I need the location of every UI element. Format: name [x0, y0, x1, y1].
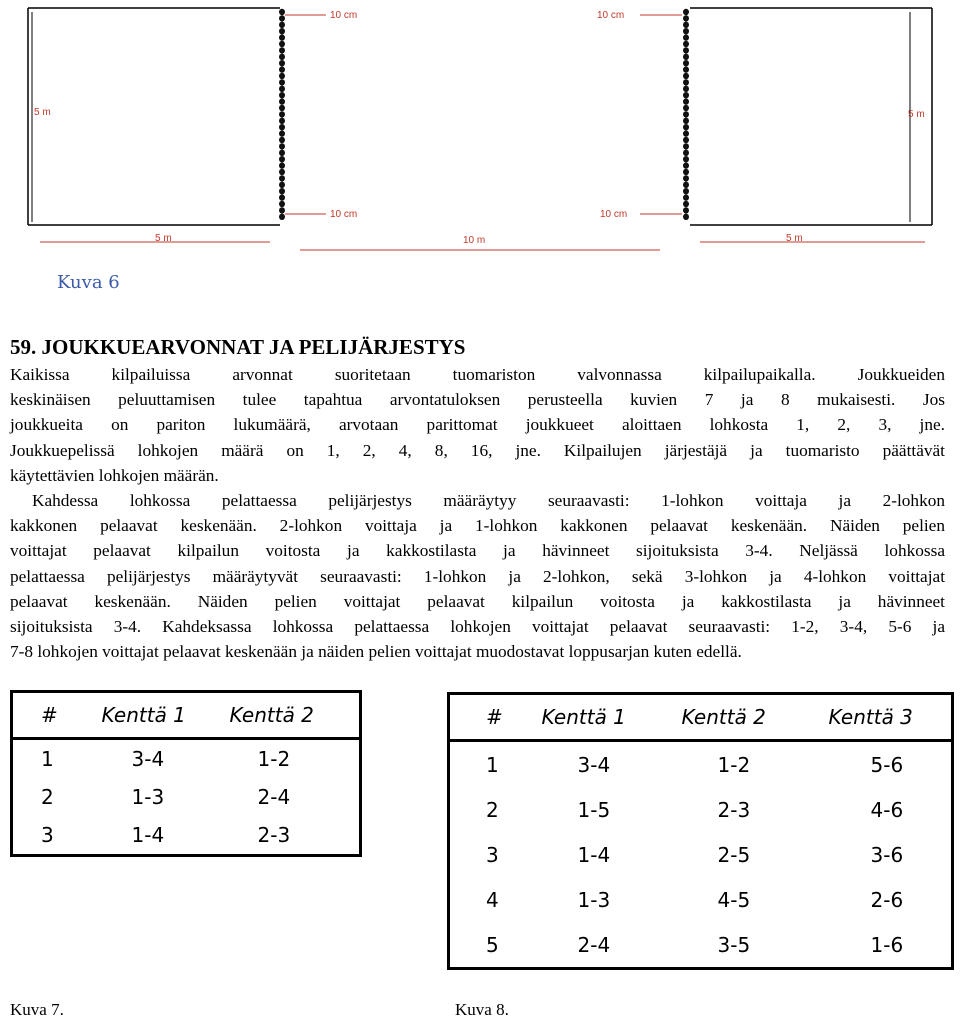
left-length-label: 5 m [155, 233, 172, 244]
paragraph-2 [10, 488, 945, 664]
bead [279, 124, 285, 130]
bead [683, 169, 689, 175]
table-header-cell: Kenttä 1 [542, 694, 682, 741]
figure-7-caption: Kuva 7. [10, 1000, 64, 1019]
paragraph-line: käytettävien lohkojen määrän. [10, 465, 219, 485]
bead [279, 214, 285, 220]
bead [279, 130, 285, 136]
bead [683, 150, 689, 156]
paragraph-1 [10, 362, 945, 488]
table-cell: 2-4 [257, 785, 291, 809]
edge-ticks [32, 12, 910, 222]
paragraph-line: 7-8 lohkojen voittajat pelaavat keskenään ja näiden pelien voittajat muodostavat loppusarjan kuten edellä. [10, 642, 742, 662]
bead [279, 169, 285, 175]
table-cell: 3-6 [870, 842, 904, 867]
table-header-cell: Kenttä 2 [682, 694, 829, 741]
table-cell: 3-4 [131, 747, 165, 771]
bead [683, 66, 689, 72]
bead [279, 66, 285, 72]
figure-8-caption: Kuva 8. [455, 1000, 509, 1019]
table-cell: 1-4 [577, 842, 611, 867]
section-title: 59. JOUKKUEARVONNAT JA PELIJÄRJESTYS [10, 335, 466, 359]
table-cell: 2-5 [717, 842, 751, 867]
bead [279, 175, 285, 181]
bead [279, 182, 285, 188]
bead [683, 34, 689, 40]
bead [683, 188, 689, 194]
bead [279, 162, 285, 168]
left-court [28, 8, 280, 225]
bead [279, 111, 285, 117]
table-row [449, 787, 953, 832]
bead [683, 175, 689, 181]
table-cell: 2-3 [717, 797, 751, 822]
bead [279, 194, 285, 200]
table-header-cell: Kenttä 3 [829, 694, 953, 741]
table-cell: 2-6 [870, 887, 904, 912]
bead [683, 124, 689, 130]
bead [279, 73, 285, 79]
table-cell: 4-5 [717, 887, 751, 912]
table-kuva-8 [447, 692, 954, 970]
right-length-label: 5 m [786, 233, 803, 244]
right-side-label: 5 m [908, 109, 925, 120]
table-header-cell: # [12, 692, 102, 739]
table-header-cell: Kenttä 2 [230, 692, 361, 739]
bead [279, 86, 285, 92]
bead [683, 60, 689, 66]
bead [683, 156, 689, 162]
table-cell: 3 [41, 823, 54, 847]
table-cell: 4-6 [870, 797, 904, 822]
table-cell: 4 [486, 887, 499, 912]
table-row [12, 739, 361, 779]
paragraph-line: joukkueita on pariton lukumäärä, arvotaan parittomat joukkueet aloittaen lohkosta 1, 2, 3, jne. [10, 415, 945, 435]
bead [683, 41, 689, 47]
bead [279, 34, 285, 40]
table-header-cell: Kenttä 1 [102, 692, 230, 739]
table-kuva-7 [10, 690, 362, 857]
table-cell: 2 [486, 797, 499, 822]
bead [279, 150, 285, 156]
center-length-label: 10 m [463, 235, 486, 246]
bead [683, 137, 689, 143]
bead [683, 201, 689, 207]
table-cell: 1-4 [131, 823, 165, 847]
bead [683, 118, 689, 124]
right-bottom-label: 10 cm [600, 209, 628, 220]
table-row [449, 922, 953, 969]
bead [279, 60, 285, 66]
bead [683, 130, 689, 136]
bead [683, 92, 689, 98]
paragraph-line: voittajat pelaavat kilpailun voitosta ja kakkostilasta ja hävinneet sijoituksista 3-4. Neljässä lohkossa [10, 541, 945, 561]
bead [683, 9, 689, 15]
table-cell: 2 [41, 785, 54, 809]
table-cell: 5-6 [870, 752, 904, 777]
paragraph-line: kakkonen pelaavat keskenään. 2-lohkon voittaja ja 1-lohkon kakkonen pelaavat keskenään. Näiden pelien [10, 516, 945, 536]
bead [279, 54, 285, 60]
bead [279, 188, 285, 194]
right-top-label: 10 cm [597, 10, 625, 21]
bead [683, 54, 689, 60]
bead [683, 28, 689, 34]
bead [279, 92, 285, 98]
table-cell: 2-4 [577, 932, 611, 957]
bead [683, 207, 689, 213]
bead [683, 47, 689, 53]
bead [683, 73, 689, 79]
table-cell: 3 [486, 842, 499, 867]
paragraph-line: keskinäisen peluuttamisen tulee tapahtua arvontatuloksen perusteella kuvien 7 ja 8 mukaisesti. Jos [10, 390, 945, 410]
table-cell: 1-3 [577, 887, 611, 912]
bead [279, 105, 285, 111]
table-row [449, 877, 953, 922]
table-cell: 1 [486, 752, 499, 777]
table-row [12, 816, 361, 856]
bead [279, 41, 285, 47]
bead [683, 79, 689, 85]
paragraph-line: pelaavat keskenään. Näiden pelien voittajat pelaavat kilpailun voitosta ja kakkostilasta ja hävinneet [10, 591, 945, 611]
table-cell: 1-6 [870, 932, 904, 957]
table-cell: 3-4 [577, 752, 611, 777]
bead [683, 105, 689, 111]
bead [683, 162, 689, 168]
bead [683, 214, 689, 220]
table-row [449, 832, 953, 877]
bead [279, 15, 285, 21]
paragraph-line: pelattaessa pelijärjestys määräytyvät seuraavasti: 1-lohkon ja 2-lohkon, sekä 3-lohkon ja 4-lohkon voittajat [10, 566, 945, 586]
table-header-row [12, 692, 361, 739]
bead [279, 201, 285, 207]
table-cell: 1-2 [257, 747, 291, 771]
bead [279, 143, 285, 149]
left-top-label: 10 cm [330, 10, 358, 21]
bead [683, 143, 689, 149]
bead [683, 194, 689, 200]
left-bottom-label: 10 cm [330, 209, 358, 220]
bead [279, 118, 285, 124]
table-row [12, 778, 361, 816]
paragraph-line: Kahdessa lohkossa pelattaessa pelijärjestys määräytyy seuraavasti: 1-lohkon voittaja ja 2-lohkon [32, 491, 945, 510]
bead [279, 156, 285, 162]
bead [683, 98, 689, 104]
dimension-arrows [40, 15, 925, 250]
table-cell: 5 [486, 932, 499, 957]
table-cell: 2-3 [257, 823, 291, 847]
paragraph-line: Joukkuepelissä lohkojen määrä on 1, 2, 4, 8, 16, jne. Kilpailujen järjestäjä ja tuomaristo päättävät [10, 440, 945, 460]
left-side-label: 5 m [34, 107, 51, 118]
paragraph-line: Kaikissa kilpailuissa arvonnat suoritetaan tuomariston valvonnassa kilpailupaikalla. Joukkueiden [10, 365, 945, 384]
bead [279, 207, 285, 213]
figure-6-caption: Kuva 6 [57, 272, 120, 293]
table-cell: 1-2 [717, 752, 751, 777]
table-cell: 3-5 [717, 932, 751, 957]
bead [279, 9, 285, 15]
bead [279, 79, 285, 85]
bead [279, 22, 285, 28]
table-header-row [449, 694, 953, 741]
bead [683, 182, 689, 188]
bead [683, 22, 689, 28]
paragraph-line: sijoituksista 3-4. Kahdeksassa lohkossa pelattaessa lohkojen voittajat pelaavat seuraavasti: 1-2, 3-4, 5-6 ja [10, 617, 945, 637]
table-cell: 1 [41, 747, 54, 771]
bead [683, 86, 689, 92]
bead [683, 111, 689, 117]
bead [279, 137, 285, 143]
table-cell: 1-5 [577, 797, 611, 822]
bead [683, 15, 689, 21]
table-header-cell: # [449, 694, 542, 741]
bead [279, 28, 285, 34]
bead-lines [279, 9, 689, 220]
bead [279, 98, 285, 104]
court-diagram [0, 0, 960, 300]
table-cell: 1-3 [131, 785, 165, 809]
table-row [449, 741, 953, 788]
bead [279, 47, 285, 53]
right-court [690, 8, 932, 225]
